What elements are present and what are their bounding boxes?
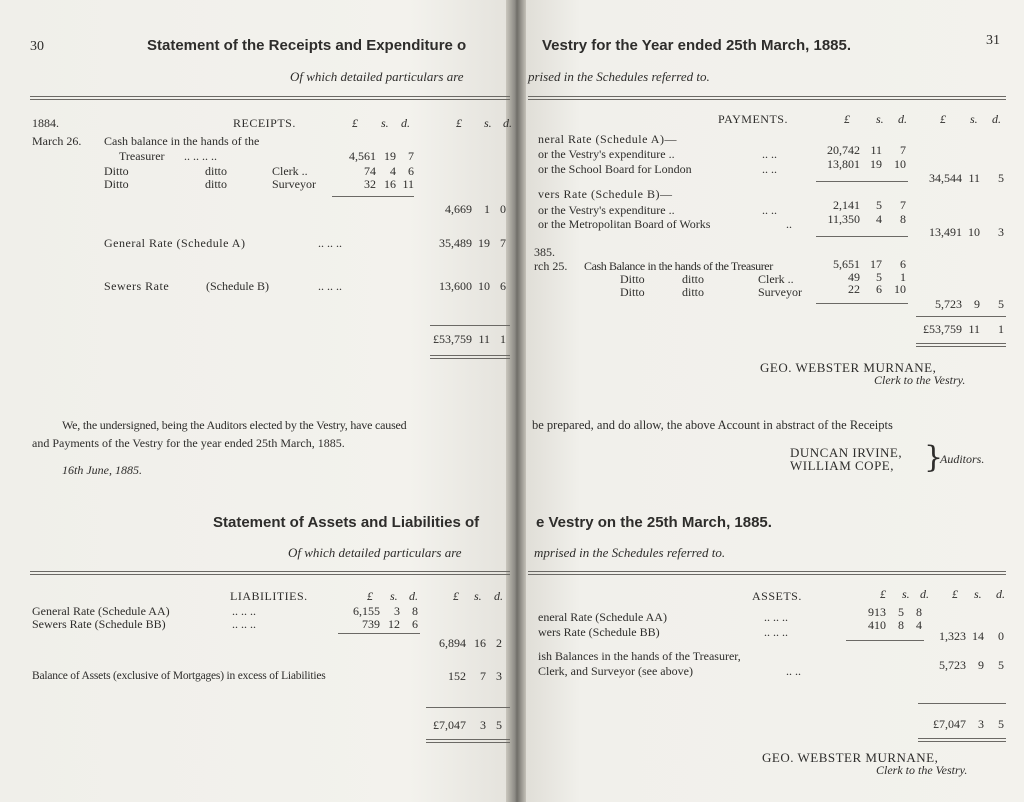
- row-pence: 8: [916, 605, 922, 619]
- row-shillings: 19: [384, 149, 396, 163]
- row-pence: 1: [900, 270, 906, 284]
- liab-col-head-shilling-2: s.: [474, 589, 482, 603]
- sewers-total-shillings: 10: [968, 225, 980, 239]
- row-dots: ..: [786, 217, 792, 231]
- total-pence: 5: [998, 717, 1004, 731]
- row-dots: .. ..: [762, 203, 777, 217]
- row-shillings: 6: [876, 282, 882, 296]
- total-rule-top: [426, 707, 510, 708]
- auditors-text-left-2: and Payments of the Vestry for the year ended 25th March, 1885.: [32, 436, 345, 450]
- subtotal-rule: [816, 181, 908, 182]
- row-label: or the Metropolitan Board of Works: [538, 217, 711, 231]
- row-ditto: ditto: [205, 164, 228, 178]
- subtotal-pence: 2: [496, 636, 502, 650]
- page-number-left: 30: [30, 39, 44, 54]
- row-pounds: 2,141: [833, 198, 860, 212]
- row-label: eneral Rate (Schedule AA): [538, 610, 667, 624]
- row-pence: 6: [900, 257, 906, 271]
- row-dots: .. .. ..: [318, 279, 342, 293]
- assets-col-head-pence-2: d.: [996, 587, 1005, 601]
- row-label: or the School Board for London: [538, 162, 692, 176]
- general-total-pence: 5: [998, 171, 1004, 185]
- row-officer: Clerk ..: [758, 272, 794, 286]
- row-dots: .. .. ..: [232, 617, 256, 631]
- row-pounds: 13,600: [439, 279, 472, 293]
- col-head-pence-2: d.: [503, 116, 512, 130]
- row-pence: 6: [408, 164, 414, 178]
- page-number-right: 31: [986, 33, 1000, 48]
- row-ditto: ditto: [682, 272, 705, 286]
- pay-col-head-shilling-2: s.: [970, 112, 978, 126]
- row-pence: 4: [916, 618, 922, 632]
- row-label: Ditto: [104, 177, 129, 191]
- row-schedule: (Schedule B): [206, 279, 269, 293]
- row-pounds: 152: [448, 669, 466, 683]
- row-pence: 6: [500, 279, 506, 293]
- row-pence: 7: [408, 149, 414, 163]
- subtotal-rule: [332, 196, 414, 197]
- row-dots: .. .. ..: [232, 604, 256, 618]
- statement1-title-right: Vestry for the Year ended 25th March, 1885.: [542, 37, 852, 54]
- sewers-total-pence: 3: [998, 225, 1004, 239]
- col-head-shilling-1: s.: [381, 116, 389, 130]
- row-label: Balance of Assets (exclusive of Mortgages) in excess of Liabilities: [32, 670, 326, 682]
- row-pounds: 913: [868, 605, 886, 619]
- row-pence: 3: [496, 669, 502, 683]
- sewers-total-pounds: 13,491: [929, 225, 962, 239]
- row-pounds: 739: [362, 617, 380, 631]
- subtotal-pounds: 6,894: [439, 636, 466, 650]
- row-pence: 7: [900, 143, 906, 157]
- subtotal-pounds: 1,323: [939, 629, 966, 643]
- row-dots: .. ..: [762, 162, 777, 176]
- cash-total-shillings: 9: [974, 297, 980, 311]
- liab-col-head-pence-2: d.: [494, 589, 503, 603]
- row-label: General Rate (Schedule A): [104, 236, 246, 250]
- statement1-subtitle-right: prised in the Schedules referred to.: [528, 69, 710, 84]
- total-rule-bottom: [918, 738, 1006, 742]
- row-label: Ditto: [620, 285, 645, 299]
- subtotal-rule: [816, 236, 908, 237]
- general-total-pounds: 34,544: [929, 171, 962, 185]
- row-pence: 11: [402, 177, 414, 191]
- subtotal-shillings: 16: [474, 636, 486, 650]
- row-shillings: 7: [480, 669, 486, 683]
- row-pence: 6: [412, 617, 418, 631]
- row-pounds: 5,723: [939, 658, 966, 672]
- statement2-title-left: Statement of Assets and Liabilities of: [213, 514, 480, 531]
- assets-col-head-pound-1: £: [880, 587, 886, 601]
- auditor-name-2: WILLIAM COPE,: [790, 458, 894, 473]
- total-pence: 5: [496, 718, 502, 732]
- total-pence: 1: [998, 322, 1004, 336]
- pay-col-head-shilling-1: s.: [876, 112, 884, 126]
- row-dots: .. .. ..: [764, 610, 788, 624]
- statement2-subtitle-left: Of which detailed particulars are: [288, 545, 462, 560]
- liab-col-head-pence-1: d.: [409, 589, 418, 603]
- cash-total-pounds: 4,669: [445, 202, 472, 216]
- total-shillings: 11: [478, 332, 490, 346]
- row-dots: .. .. .. ..: [184, 149, 217, 163]
- total-rule-top: [430, 325, 510, 326]
- signature1-name: GEO. WEBSTER MURNANE,: [760, 360, 937, 375]
- total-pounds: £53,759: [433, 332, 472, 346]
- total-pounds: £7,047: [933, 717, 966, 731]
- row-label: wers Rate (Schedule BB): [538, 625, 660, 639]
- row-pounds: 410: [868, 618, 886, 632]
- general-total-shillings: 11: [968, 171, 980, 185]
- row-shillings: 5: [876, 198, 882, 212]
- subtotal-pence: 0: [998, 629, 1004, 643]
- header-rule-left: [30, 96, 510, 100]
- subtotal-shillings: 14: [972, 629, 984, 643]
- liabilities-heading: LIABILITIES.: [230, 589, 308, 603]
- assets-col-head-pence-1: d.: [920, 587, 929, 601]
- row-ditto: ditto: [205, 177, 228, 191]
- auditors-brace: }: [924, 440, 944, 475]
- signature2-title: Clerk to the Vestry.: [876, 763, 968, 777]
- row-officer: Surveyor: [758, 285, 802, 299]
- receipts-cash-line1: Cash balance in the hands of the: [104, 134, 260, 148]
- row-dots: .. ..: [762, 147, 777, 161]
- auditors-label: Auditors.: [940, 452, 985, 466]
- row-shillings: 19: [478, 236, 490, 250]
- payments-year: 385.: [534, 245, 555, 259]
- header-rule-left-2: [30, 571, 510, 575]
- row-pence: 7: [900, 198, 906, 212]
- row-shillings: 19: [870, 157, 882, 171]
- receipts-date: March 26.: [32, 134, 82, 148]
- cash-total-shillings: 1: [484, 202, 490, 216]
- subtotal-rule: [846, 640, 924, 641]
- assets-col-head-shilling-1: s.: [902, 587, 910, 601]
- row-label: or the Vestry's expenditure ..: [538, 147, 675, 161]
- pay-col-head-pound-2: £: [940, 112, 946, 126]
- payments-general-head: neral Rate (Schedule A)—: [538, 132, 677, 146]
- row-shillings: 5: [898, 605, 904, 619]
- col-head-pence-1: d.: [401, 116, 410, 130]
- auditor-name-1: DUNCAN IRVINE,: [790, 445, 903, 460]
- total-pounds: £7,047: [433, 718, 466, 732]
- row-pounds: 49: [848, 270, 860, 284]
- col-head-pound-1: £: [352, 116, 358, 130]
- row-pence: 8: [412, 604, 418, 618]
- total-pence: 1: [500, 332, 506, 346]
- row-pence: 10: [894, 157, 906, 171]
- row-label: or the Vestry's expenditure ..: [538, 203, 675, 217]
- statement1-subtitle-left: Of which detailed particulars are: [290, 69, 464, 84]
- row-pounds: 11,350: [827, 212, 860, 226]
- row-pounds: 20,742: [827, 143, 860, 157]
- row-shillings: 17: [870, 257, 882, 271]
- header-rule-right-2: [528, 571, 1006, 575]
- total-rule-bottom: [916, 343, 1006, 347]
- row-label-line2: Clerk, and Surveyor (see above): [538, 664, 693, 678]
- row-label: Treasurer: [119, 149, 165, 163]
- row-pounds: 74: [364, 164, 376, 178]
- row-shillings: 9: [978, 658, 984, 672]
- row-dots: .. .. ..: [764, 625, 788, 639]
- total-rule-top: [918, 703, 1006, 704]
- pay-col-head-pence-1: d.: [898, 112, 907, 126]
- row-pounds: 5,651: [833, 257, 860, 271]
- signature2-name: GEO. WEBSTER MURNANE,: [762, 750, 939, 765]
- row-shillings: 8: [898, 618, 904, 632]
- header-rule-right: [528, 96, 1006, 100]
- row-shillings: 11: [870, 143, 882, 157]
- payments-heading: PAYMENTS.: [718, 112, 788, 126]
- statement2-title-right: e Vestry on the 25th March, 1885.: [536, 514, 772, 531]
- payments-sewers-head: vers Rate (Schedule B)—: [538, 187, 673, 201]
- total-shillings: 3: [978, 717, 984, 731]
- pay-col-head-pence-2: d.: [992, 112, 1001, 126]
- liab-col-head-pound-1: £: [367, 589, 373, 603]
- row-pence: 10: [894, 282, 906, 296]
- row-pence: 8: [900, 212, 906, 226]
- auditors-date: 16th June, 1885.: [62, 463, 142, 477]
- row-label: Sewers Rate (Schedule BB): [32, 617, 166, 631]
- row-label: Ditto: [104, 164, 129, 178]
- row-label: Sewers Rate: [104, 279, 170, 293]
- row-shillings: 3: [394, 604, 400, 618]
- total-rule-top: [916, 316, 1006, 317]
- row-dots: .. ..: [786, 664, 801, 678]
- col-head-pound-2: £: [456, 116, 462, 130]
- row-pounds: 4,561: [349, 149, 376, 163]
- receipts-heading: RECEIPTS.: [233, 116, 296, 130]
- cash-total-pence: 0: [500, 202, 506, 216]
- row-ditto: ditto: [682, 285, 705, 299]
- row-shillings: 12: [388, 617, 400, 631]
- liab-col-head-pound-2: £: [453, 589, 459, 603]
- row-label-line1: ish Balances in the hands of the Treasurer,: [538, 649, 741, 663]
- row-shillings: 10: [478, 279, 490, 293]
- payments-date: rch 25.: [534, 259, 568, 273]
- total-rule-bottom: [430, 355, 510, 359]
- auditors-text-left-1: We, the undersigned, being the Auditors elected by the Vestry, have caused: [62, 418, 407, 432]
- row-shillings: 4: [390, 164, 396, 178]
- cash-total-pence: 5: [998, 297, 1004, 311]
- total-pounds: £53,759: [923, 322, 962, 336]
- subtotal-rule: [816, 303, 908, 304]
- subtotal-rule: [338, 633, 420, 634]
- assets-col-head-pound-2: £: [952, 587, 958, 601]
- row-pounds: 6,155: [353, 604, 380, 618]
- row-shillings: 5: [876, 270, 882, 284]
- statement1-title-left: Statement of the Receipts and Expenditure o: [147, 37, 467, 54]
- row-officer: Clerk ..: [272, 164, 308, 178]
- row-officer: Surveyor: [272, 177, 316, 191]
- row-pounds: 22: [848, 282, 860, 296]
- row-pounds: 35,489: [439, 236, 472, 250]
- row-label: Ditto: [620, 272, 645, 286]
- assets-heading: ASSETS.: [752, 589, 802, 603]
- row-label: General Rate (Schedule AA): [32, 604, 170, 618]
- payments-cash-line1: Cash Balance in the hands of the Treasurer: [584, 259, 773, 273]
- total-shillings: 3: [480, 718, 486, 732]
- auditors-text-right-1: be prepared, and do allow, the above Account in abstract of the Receipts: [532, 418, 893, 432]
- col-head-shilling-2: s.: [484, 116, 492, 130]
- total-shillings: 11: [968, 322, 980, 336]
- statement2-subtitle-right: mprised in the Schedules referred to.: [534, 545, 726, 560]
- signature1-title: Clerk to the Vestry.: [874, 373, 966, 387]
- row-pounds: 13,801: [827, 157, 860, 171]
- assets-col-head-shilling-2: s.: [974, 587, 982, 601]
- cash-total-pounds: 5,723: [935, 297, 962, 311]
- receipts-year: 1884.: [32, 116, 59, 130]
- pay-col-head-pound-1: £: [844, 112, 850, 126]
- row-pence: 5: [998, 658, 1004, 672]
- row-pence: 7: [500, 236, 506, 250]
- row-dots: .. .. ..: [318, 236, 342, 250]
- total-rule-bottom: [426, 739, 510, 743]
- liab-col-head-shilling-1: s.: [390, 589, 398, 603]
- row-shillings: 4: [876, 212, 882, 226]
- row-pounds: 32: [364, 177, 376, 191]
- row-shillings: 16: [384, 177, 396, 191]
